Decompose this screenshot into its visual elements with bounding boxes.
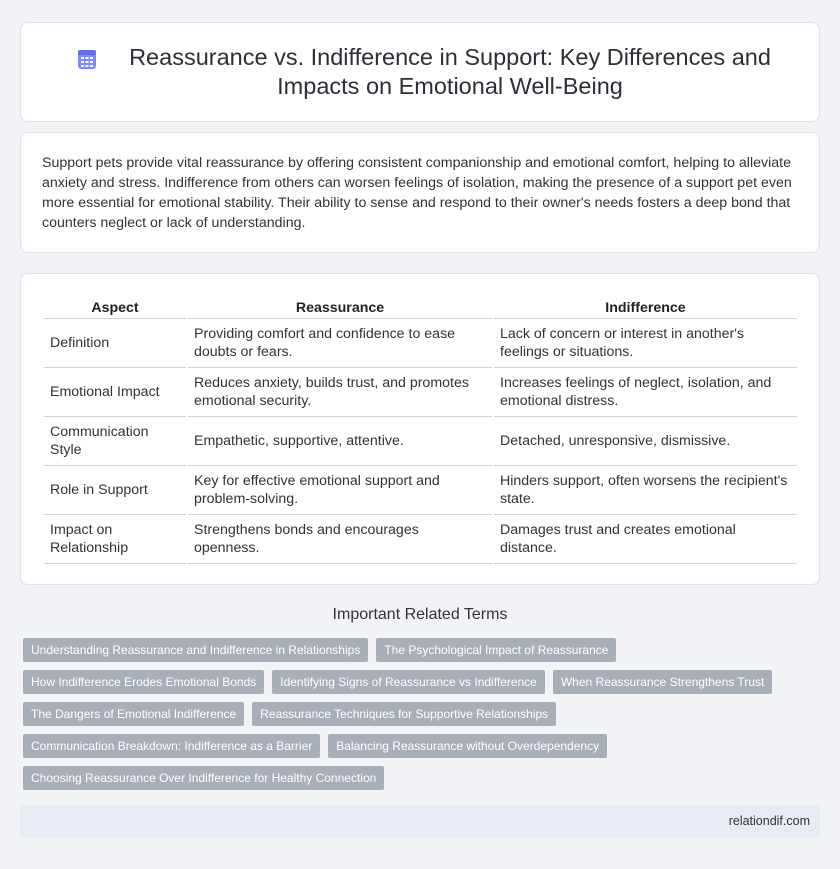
related-term-tag[interactable]: Identifying Signs of Reassurance vs Indifference [272,670,545,694]
table-row [44,466,797,515]
table-cell-reassurance: Providing comfort and confidence to ease doubts or fears. [188,319,492,368]
related-term-tag[interactable]: Reassurance Techniques for Supportive Relationships [252,702,556,726]
table-cell-reassurance: Strengthens bonds and encourages openness. [188,515,492,564]
table-cell-aspect: Emotional Impact [44,368,186,417]
footer-bar [20,805,820,838]
table-cell-indifference: Damages trust and creates emotional distance. [494,515,797,564]
related-term-tag[interactable]: The Psychological Impact of Reassurance [376,638,616,662]
related-term-tag[interactable]: How Indifference Erodes Emotional Bonds [23,670,264,694]
related-term-tag[interactable]: When Reassurance Strengthens Trust [553,670,772,694]
table-cell-reassurance: Empathetic, supportive, attentive. [188,417,492,466]
table-row [44,515,797,564]
table-cell-aspect: Definition [44,319,186,368]
column-header: Reassurance [188,293,492,319]
related-term-tag[interactable]: Choosing Reassurance Over Indifference for Healthy Connection [23,766,384,790]
table-row [44,319,797,368]
comparison-table-card [20,273,820,585]
related-terms-heading: Important Related Terms [332,606,508,623]
footer-site-link[interactable]: relationdif.com [728,814,810,828]
table-cell-reassurance: Reduces anxiety, builds trust, and promotes emotional security. [188,368,492,417]
table-cell-indifference: Hinders support, often worsens the recipient's state. [494,466,797,515]
table-row [44,368,797,417]
table-cell-indifference: Detached, unresponsive, dismissive. [494,417,797,466]
related-term-tag[interactable]: Communication Breakdown: Indifference as a Barrier [23,734,320,758]
table-cell-aspect: Communication Style [44,417,186,466]
table-cell-indifference: Lack of concern or interest in another's feelings or situations. [494,319,797,368]
intro-paragraph: Support pets provide vital reassurance by offering consistent companionship and emotional comfort, helping to alleviate anxiety and stress. Indifference from others can worsen feelings of isolation, making the presence of a support pet even more essential for emotional stability. Their ability to sense and respond to their owner's needs fosters a deep bond that counters neglect or lack of understanding. [42,155,792,231]
related-term-tag[interactable]: Balancing Reassurance without Overdependency [328,734,607,758]
header-card [20,22,820,122]
page-title: Reassurance vs. Indifference in Support: Key Differences and Impacts on Emotional Well-Being [129,44,771,99]
related-term-tag[interactable]: The Dangers of Emotional Indifference [23,702,244,726]
column-header: Indifference [494,293,797,319]
table-cell-aspect: Impact on Relationship [44,515,186,564]
table-cell-indifference: Increases feelings of neglect, isolation, and emotional distress. [494,368,797,417]
comparison-table [42,293,799,564]
related-term-tag[interactable]: Understanding Reassurance and Indifference in Relationships [23,638,368,662]
table-header-row [44,293,797,319]
table-row [44,417,797,466]
table-cell-aspect: Role in Support [44,466,186,515]
intro-card [20,132,820,253]
table-cell-reassurance: Key for effective emotional support and problem-solving. [188,466,492,515]
related-terms-list [23,638,803,798]
column-header: Aspect [44,293,186,319]
